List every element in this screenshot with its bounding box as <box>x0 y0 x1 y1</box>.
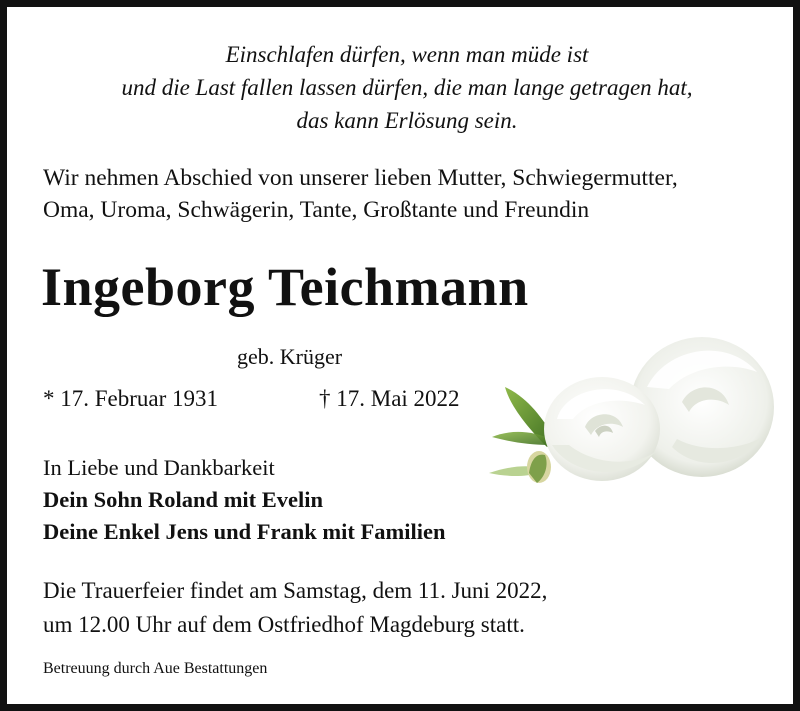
poem-line-3: das kann Erlösung sein. <box>296 108 518 133</box>
poem-line-1: Einschlafen dürfen, wenn man müde ist <box>225 42 589 67</box>
intro-line-2: Oma, Uroma, Schwägerin, Tante, Großtante und Freundin <box>43 197 590 223</box>
poem-line-2: und die Last fallen lassen dürfen, die man lange getragen hat, <box>121 75 693 100</box>
mourner-line-2: Deine Enkel Jens und Frank mit Familien <box>43 519 446 544</box>
mourners-intro: In Liebe und Dankbarkeit <box>43 455 275 480</box>
undertaker-note: Betreuung durch Aue Bestattungen <box>43 660 268 677</box>
mourner-line-1: Dein Sohn Roland mit Evelin <box>43 487 324 512</box>
birth-date: * 17. Februar 1931 <box>43 386 219 411</box>
deceased-name: Ingeborg Teichmann <box>41 257 529 317</box>
white-roses-image <box>477 327 787 507</box>
birth-name: geb. Krüger <box>237 344 343 369</box>
intro-line-1: Wir nehmen Abschied von unserer lieben Mutter, Schwiegermutter, <box>43 165 678 191</box>
funeral-line-1: Die Trauerfeier findet am Samstag, dem 11. Juni 2022, <box>43 578 548 603</box>
funeral-line-2: um 12.00 Uhr auf dem Ostfriedhof Magdeburg statt. <box>43 612 525 637</box>
death-date: † 17. Mai 2022 <box>319 386 460 411</box>
